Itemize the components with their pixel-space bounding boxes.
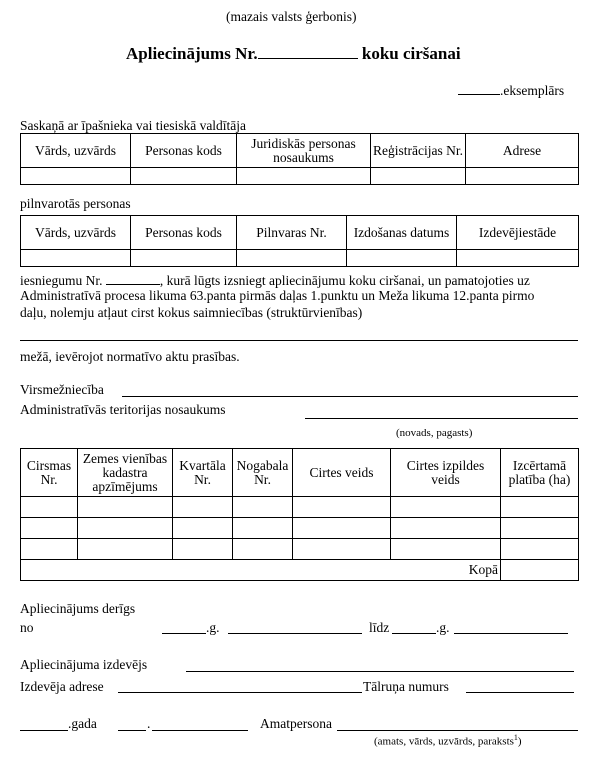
owner-col-name: Vārds, uzvārds [21,134,131,168]
table-row [21,518,579,539]
owner-table-header [21,134,579,168]
issuer-address-field[interactable] [118,692,362,693]
cutting-cell[interactable] [391,497,501,518]
proxy-col-authorization-no: Pilnvaras Nr. [237,216,347,250]
cutting-cell[interactable] [78,497,173,518]
cutting-col-cut-type: Cirtes veids [293,449,391,497]
territory-field[interactable] [305,418,578,419]
cutting-total-row [21,560,579,581]
official-signature-field[interactable] [337,730,578,731]
cutting-cell[interactable] [233,497,293,518]
valid-from-date-field[interactable] [228,633,362,634]
cutting-cell[interactable] [21,497,78,518]
proxy-cell-personal-code[interactable] [131,250,237,267]
cutting-cell[interactable] [501,497,579,518]
sign-month-field[interactable] [152,730,248,731]
certificate-number-field[interactable] [258,44,358,59]
valid-until-date-field[interactable] [454,633,568,634]
paragraph-text-1: , kurā lūgts izsniegt apliecinājumu koku ciršanai, un pamatojoties uz [159,273,530,288]
cutting-cell[interactable] [293,539,391,560]
owner-col-legal-name: Juridiskās personas nosaukums [237,134,371,168]
cutting-cell[interactable] [21,539,78,560]
valid-from-year-field[interactable] [162,633,206,634]
validity-label: Apliecinājums derīgs [20,601,136,616]
official-hint [374,733,522,748]
application-number-field[interactable] [106,272,160,285]
forest-unit-field[interactable] [20,340,578,341]
cutting-col-plot-no: Cirsmas Nr. [21,449,78,497]
issuer-label: Apliecinājuma izdevējs [20,657,148,672]
proxy-table [20,215,579,267]
proxy-cell-name[interactable] [21,250,131,267]
copy-number [458,82,564,99]
table-row [21,250,579,267]
owner-label: Saskaņā ar īpašnieka vai tiesiskā valdītāja [20,118,247,133]
owner-cell-legal-name[interactable] [237,168,371,185]
cutting-cell[interactable] [391,539,501,560]
cutting-cell[interactable] [233,518,293,539]
issuer-phone-label: Tālruņa numurs [363,679,449,694]
cutting-cell[interactable] [173,539,233,560]
cutting-cell[interactable] [173,518,233,539]
proxy-cell-authorization-no[interactable] [237,250,347,267]
sign-year-suffix: .gada [68,716,97,731]
cutting-table-header [21,449,579,497]
cutting-cell[interactable] [391,518,501,539]
cutting-cell[interactable] [501,518,579,539]
owner-cell-name[interactable] [21,168,131,185]
issuer-field[interactable] [186,671,574,672]
paragraph-line-3: daļu, nolemju atļaut cirst kokus saimniecības (struktūrvienības) [20,305,363,320]
title-prefix: Apliecinājums Nr. [126,44,258,63]
proxy-label: pilnvarotās personas [20,196,131,211]
issuer-address-label: Izdevēja adrese [20,679,104,694]
owner-col-address: Adrese [466,134,579,168]
footnote-marker: 1 [513,733,518,742]
valid-from-year-suffix: .g. [206,620,220,635]
proxy-col-personal-code: Personas kods [131,216,237,250]
valid-until-year-suffix: .g. [436,620,450,635]
cutting-table [20,448,579,581]
copy-number-field[interactable] [458,82,500,95]
official-hint-close: ) [517,735,522,748]
cutting-col-compartment-no: Nogabala Nr. [233,449,293,497]
proxy-col-issuer: Izdevējiestāde [457,216,579,250]
table-row [21,497,579,518]
cutting-col-execution-type: Cirtes izpildes veids [391,449,501,497]
cutting-cell[interactable] [78,539,173,560]
total-label: Kopā [21,560,501,581]
proxy-cell-issuer[interactable] [457,250,579,267]
cutting-col-cadastre: Zemes vienības kadastra apzīmējums [78,449,173,497]
owner-cell-address[interactable] [466,168,579,185]
cutting-cell[interactable] [173,497,233,518]
title-suffix: koku ciršanai [361,44,461,63]
territory-label: Administratīvās teritorijas nosaukums [20,402,226,417]
total-area-cell[interactable] [501,560,579,581]
table-row [21,539,579,560]
document-title [126,44,461,64]
owner-col-personal-code: Personas kods [131,134,237,168]
proxy-col-name: Vārds, uzvārds [21,216,131,250]
owner-col-reg-no: Reģistrācijas Nr. [371,134,466,168]
paragraph-line-2: Administratīvā procesa likuma 63.panta pirmās daļas 1.punktu un Meža likuma 12.panta pirmo [20,288,535,303]
official-hint-text: (amats, vārds, uzvārds, paraksts [374,735,514,748]
forestry-label: Virsmežniecība [20,382,104,397]
cutting-cell[interactable] [21,518,78,539]
cutting-col-quarter-no: Kvartāla Nr. [173,449,233,497]
cutting-cell[interactable] [293,497,391,518]
copy-number-suffix: .eksemplārs [500,83,565,98]
paragraph-line-4: mežā, ievērojot normatīvo aktu prasības. [20,349,240,364]
forestry-field[interactable] [122,396,578,397]
sign-year-field[interactable] [20,730,68,731]
cutting-col-area: Izcērtamā platība (ha) [501,449,579,497]
proxy-col-issue-date: Izdošanas datums [347,216,457,250]
cutting-cell[interactable] [233,539,293,560]
table-row [21,168,579,185]
sign-dot: . [147,716,151,731]
application-number-label: iesniegumu Nr. [20,273,103,288]
owner-table [20,133,579,185]
official-label: Amatpersona [260,716,332,731]
owner-cell-reg-no[interactable] [371,168,466,185]
coat-of-arms-placeholder: (mazais valsts ģerbonis) [226,9,357,24]
sign-day-field[interactable] [118,730,146,731]
cutting-cell[interactable] [501,539,579,560]
validity-from-label: no [20,620,34,635]
cutting-cell[interactable] [78,518,173,539]
owner-cell-personal-code[interactable] [131,168,237,185]
territory-hint: (novads, pagasts) [396,427,473,439]
cutting-cell[interactable] [293,518,391,539]
proxy-cell-issue-date[interactable] [347,250,457,267]
valid-until-year-field[interactable] [392,633,436,634]
proxy-table-header [21,216,579,250]
issuer-phone-field[interactable] [466,692,574,693]
validity-until-label: līdz [369,620,390,635]
paragraph-line-1 [20,272,530,289]
